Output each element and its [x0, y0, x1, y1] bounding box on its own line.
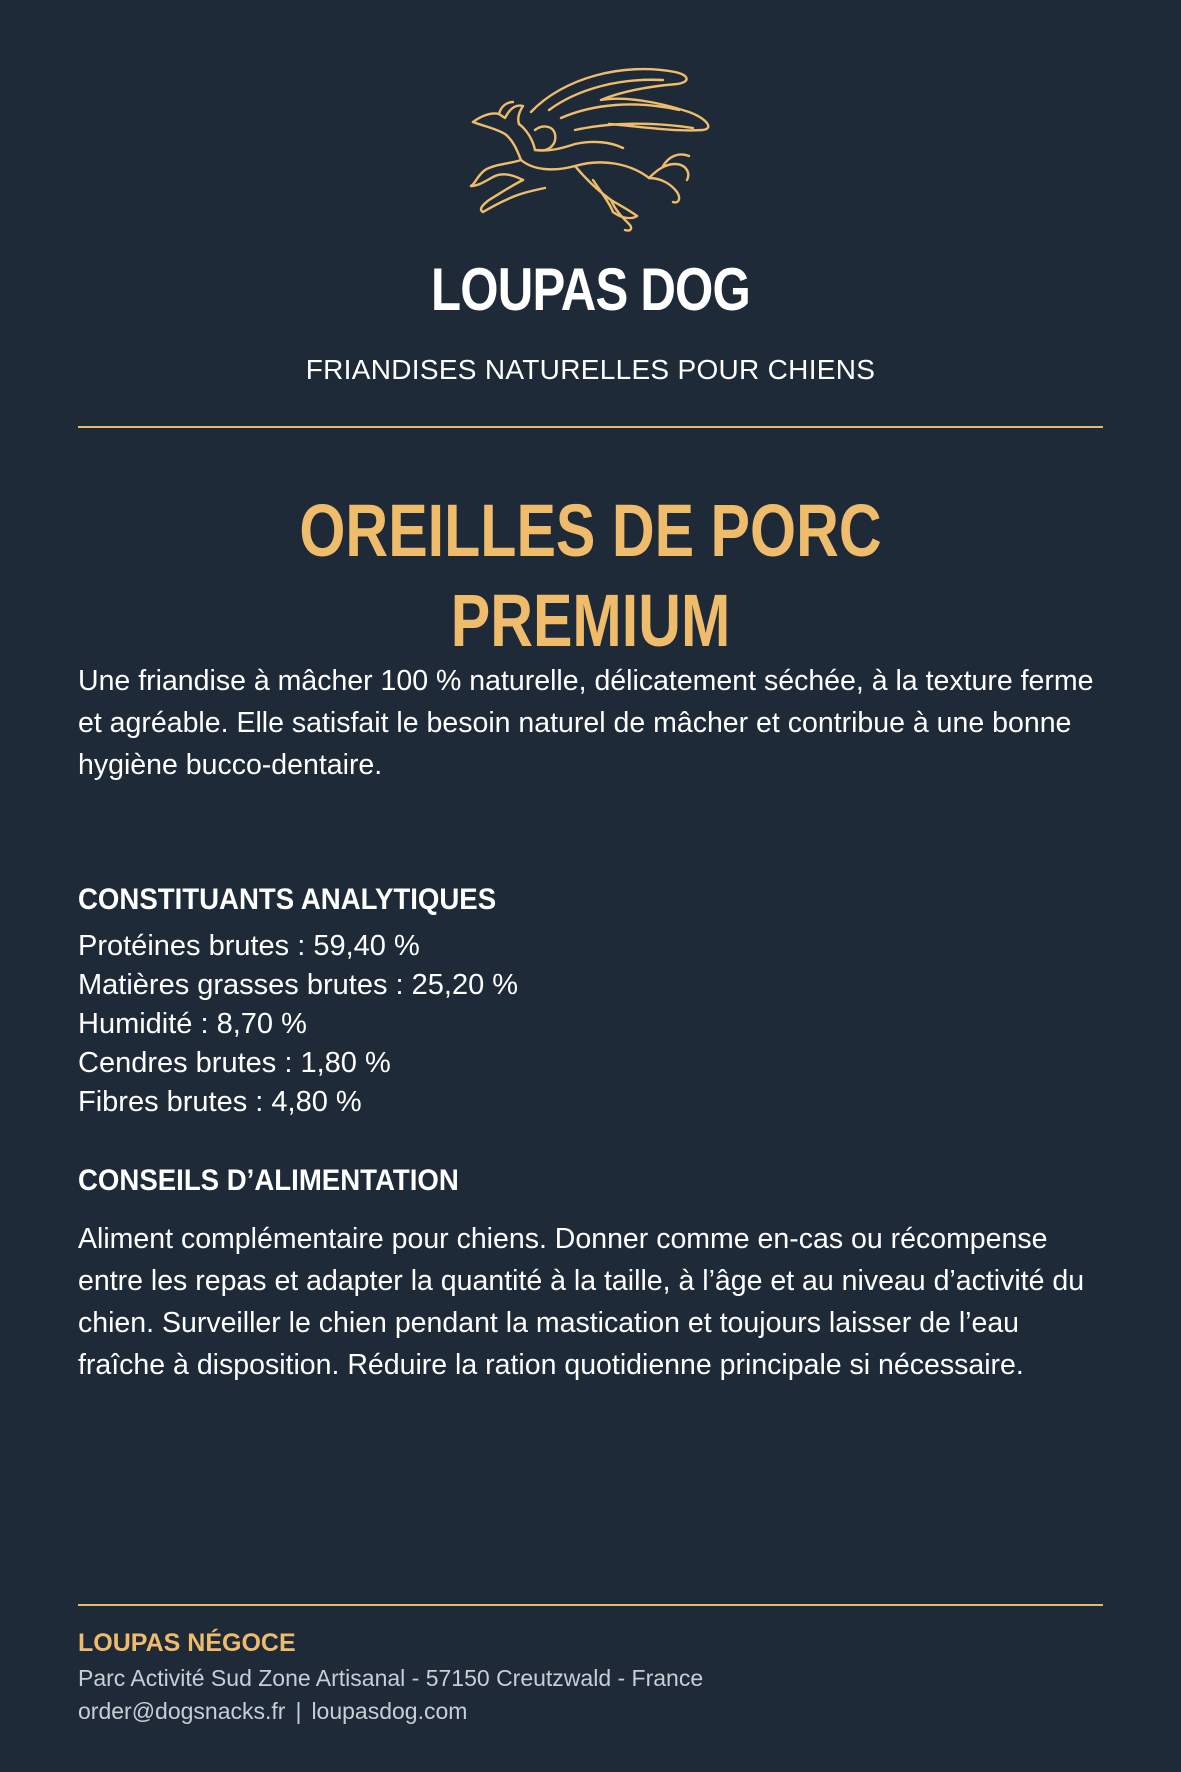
analytics-item-fat: Matières grasses brutes : 25,20 % [78, 969, 519, 1001]
product-title: OREILLES DE PORC PREMIUM [299, 489, 882, 662]
website-link[interactable]: loupasdog.com [311, 1698, 468, 1724]
contact-separator: | [295, 1698, 302, 1724]
company-name: LOUPAS NÉGOCE [78, 1629, 296, 1657]
contact-line [78, 1695, 467, 1727]
footer-divider [78, 1604, 1103, 1606]
product-sheet [78, 0, 1103, 1772]
analytics-item-ash: Cendres brutes : 1,80 % [78, 1047, 391, 1079]
analytics-heading: CONSTITUANTS ANALYTIQUES [78, 883, 497, 916]
brand-name: LOUPAS DOG [431, 256, 750, 323]
analytics-item-moisture: Humidité : 8,70 % [78, 1008, 307, 1040]
analytics-item-fibre: Fibres brutes : 4,80 % [78, 1086, 362, 1118]
winged-dog-icon [453, 60, 728, 245]
product-description: Une friandise à mâcher 100 % naturelle, délicatement séchée, à la texture ferme et agréable. Elle satisfait le besoin naturel de mâcher et contribue à une bonne hygiène bucco-dentaire. [78, 665, 1094, 781]
brand-tagline: FRIANDISES NATURELLES POUR CHIENS [305, 354, 876, 385]
company-address: Parc Activité Sud Zone Artisanal - 57150 Creutzwald - France [78, 1665, 704, 1691]
analytics-list [78, 927, 518, 1122]
analytics-item-protein: Protéines brutes : 59,40 % [78, 930, 420, 962]
feeding-instructions: Aliment complémentaire pour chiens. Donner comme en-cas ou récompense entre les repas et adapter la quantité à la taille, à l’âge et au niveau d’activité du chien. Surveiller le chien pendant la mastication et toujours laisser de l’eau fraîche à disposition. Réduire la ration quotidienne principale si nécessaire. [78, 1223, 1085, 1381]
email-link[interactable]: order@dogsnacks.fr [78, 1698, 286, 1724]
header-divider [78, 426, 1103, 428]
feeding-heading: CONSEILS D’ALIMENTATION [78, 1164, 459, 1197]
